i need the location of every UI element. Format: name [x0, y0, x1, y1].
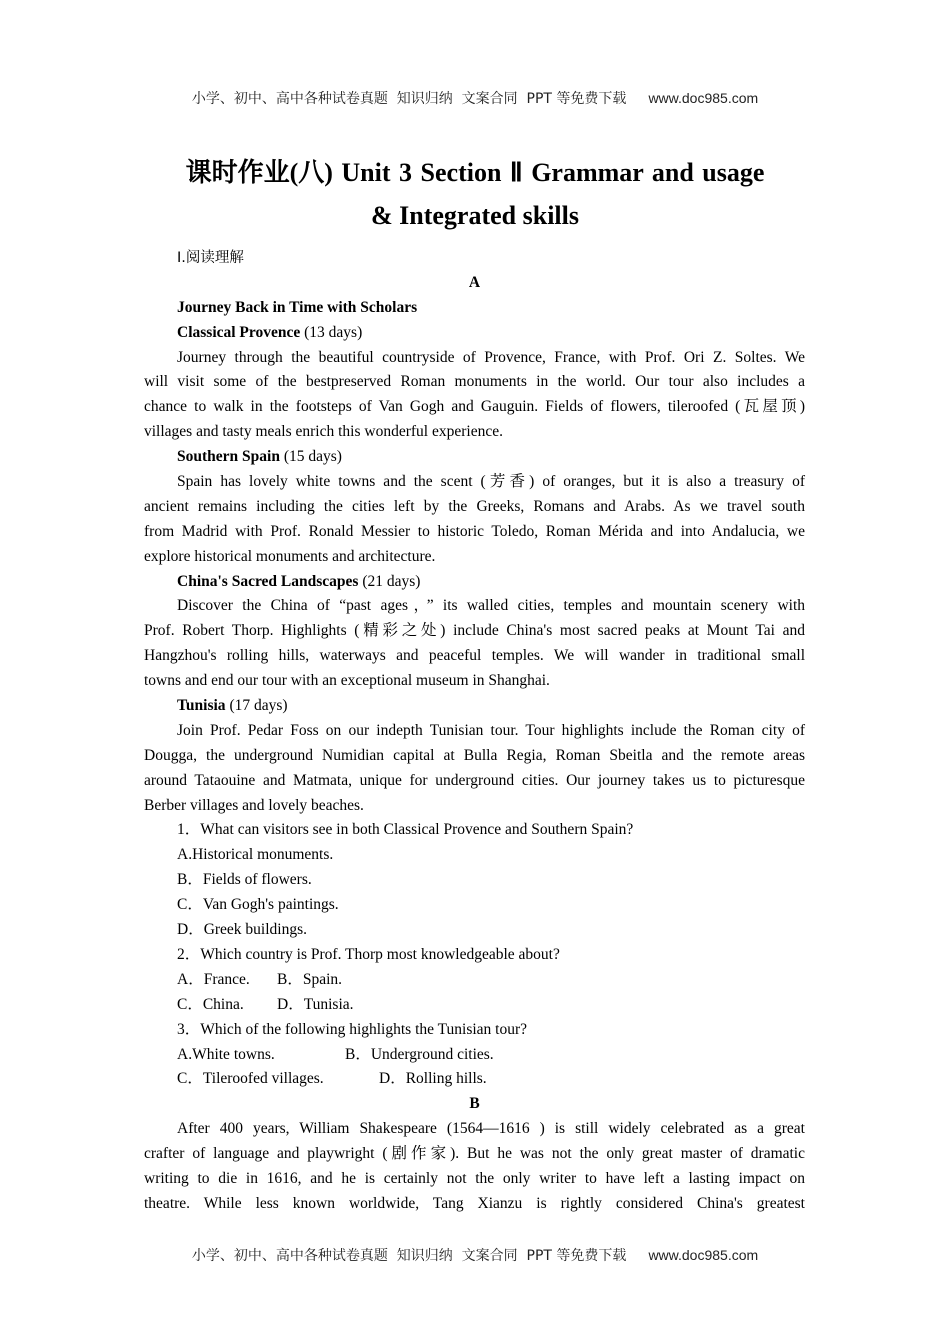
tour-name: China's Sacred Landscapes	[177, 572, 359, 590]
paragraph-line: Hangzhou's rolling hills, waterways and peaceful temples. We will wander in traditional small	[144, 647, 805, 665]
paragraph-line: After 400 years, William Shakespeare (1564—1616 ) is still widely celebrated as a great	[177, 1120, 805, 1138]
page-title-line-1: 课时作业(八) Unit 3 Section Ⅱ Grammar and usage	[185, 158, 765, 187]
page-header	[0, 88, 950, 108]
passage-a-heading: Journey Back in Time with Scholars	[177, 298, 418, 316]
answer-option: D．Rolling hills.	[379, 1070, 487, 1088]
header-text: 小学、初中、高中各种试卷真题 知识归纳 文案合同 PPT 等免费下载	[191, 91, 627, 107]
passage-b-label: B	[469, 1095, 480, 1113]
paragraph-line: writing to die in 1616, and he is certainly not the only writer to have left a lasting impact on	[144, 1169, 805, 1187]
tour-name: Southern Spain	[177, 448, 280, 466]
tour-days: (15 days)	[283, 448, 342, 466]
answer-option: C．China.	[177, 995, 244, 1013]
paragraph-line: Berber villages and lovely beaches.	[144, 796, 364, 814]
document-body	[144, 246, 805, 1217]
tour-days: (21 days)	[362, 572, 421, 590]
answer-option: B．Spain.	[277, 970, 343, 988]
answer-option: C．Van Gogh's paintings.	[177, 896, 339, 914]
answer-option: A.White towns.	[177, 1045, 275, 1063]
question-stem: 1．What can visitors see in both Classical Provence and Southern Spain?	[177, 821, 634, 839]
tour-heading	[144, 694, 805, 719]
answer-option: A.Historical monuments.	[177, 846, 334, 864]
paragraph-line: chance to walk in the footsteps of Van Gogh and Gauguin. Fields of flowers, tileroofed (瓦屋顶)	[144, 398, 805, 416]
tour-name: Classical Provence	[177, 323, 301, 341]
tour-days: (13 days)	[304, 323, 363, 341]
answer-option: D．Greek buildings.	[177, 921, 308, 939]
paragraph-line: Dougga, the underground Numidian capital at Bulla Regia, Roman Sbeitla and the remote areas	[144, 746, 805, 764]
paragraph-line: explore historical monuments and architecture.	[144, 547, 436, 565]
paragraph-line: around Tataouine and Matmata, unique for underground cities. Our journey takes us to picturesque	[144, 771, 805, 789]
paragraph-line: Discover the China of “past ages，” its walled cities, temples and mountain scenery with	[177, 597, 805, 615]
paragraph-line: Prof. Robert Thorp. Highlights (精彩之处) include China's most sacred peaks at Mount Tai and	[144, 622, 805, 640]
paragraph-line: from Madrid with Prof. Ronald Messier to historic Toledo, Roman Mérida and into Andalucia, we	[144, 522, 805, 540]
answer-options-row	[144, 1067, 805, 1092]
paragraph-line: ancient remains including the cities left by the Greeks, Romans and Arabs. As we travel south	[144, 497, 805, 515]
answer-options-row	[144, 993, 805, 1018]
section-heading: Ⅰ.阅读理解	[177, 250, 244, 266]
tour-heading	[144, 570, 805, 595]
tour-name: Tunisia	[177, 697, 226, 715]
header-url-link[interactable]: www.doc985.com	[648, 90, 759, 106]
footer-url-link[interactable]: www.doc985.com	[648, 1247, 759, 1263]
paragraph-line: Journey through the beautiful countryside of Provence, France, with Prof. Ori Z. Soltes. We	[177, 348, 805, 366]
answer-options-row	[144, 968, 805, 993]
answer-option: A．France.	[177, 970, 250, 988]
page-title-line-2: & Integrated skills	[371, 201, 579, 230]
answer-options-row	[144, 1043, 805, 1068]
answer-option: B．Underground cities.	[345, 1045, 494, 1063]
paragraph-line: towns and end our tour with an exceptional museum in Shanghai.	[144, 672, 550, 690]
paragraph-line: Join Prof. Pedar Foss on our indepth Tunisian tour. Tour highlights include the Roman city of	[177, 721, 805, 739]
question-stem: 2．Which country is Prof. Thorp most knowledgeable about?	[177, 945, 560, 963]
question-stem: 3．Which of the following highlights the Tunisian tour?	[177, 1020, 528, 1038]
answer-option: D．Tunisia.	[277, 995, 354, 1013]
tour-days: (17 days)	[229, 697, 288, 715]
answer-option: B．Fields of flowers.	[177, 871, 312, 889]
paragraph-line: will visit some of the bestpreserved Roman monuments in the world. Our tour also includes a	[144, 373, 805, 391]
tour-heading	[144, 321, 805, 346]
page-footer	[0, 1245, 950, 1265]
footer-text: 小学、初中、高中各种试卷真题 知识归纳 文案合同 PPT 等免费下载	[191, 1248, 627, 1264]
paragraph-line: crafter of language and playwright (剧作家). But he was not the only great master of dramatic	[144, 1145, 805, 1163]
passage-a-label: A	[468, 273, 481, 291]
paragraph-line: villages and tasty meals enrich this wonderful experience.	[144, 423, 503, 441]
tour-heading	[144, 445, 805, 470]
paragraph-line: theatre. While less known worldwide, Tang Xianzu is rightly considered China's greatest	[144, 1194, 805, 1212]
answer-option: C．Tileroofed villages.	[177, 1070, 324, 1088]
paragraph-line: Spain has lovely white towns and the scent (芳香) of oranges, but it is also a treasury of	[177, 473, 805, 491]
